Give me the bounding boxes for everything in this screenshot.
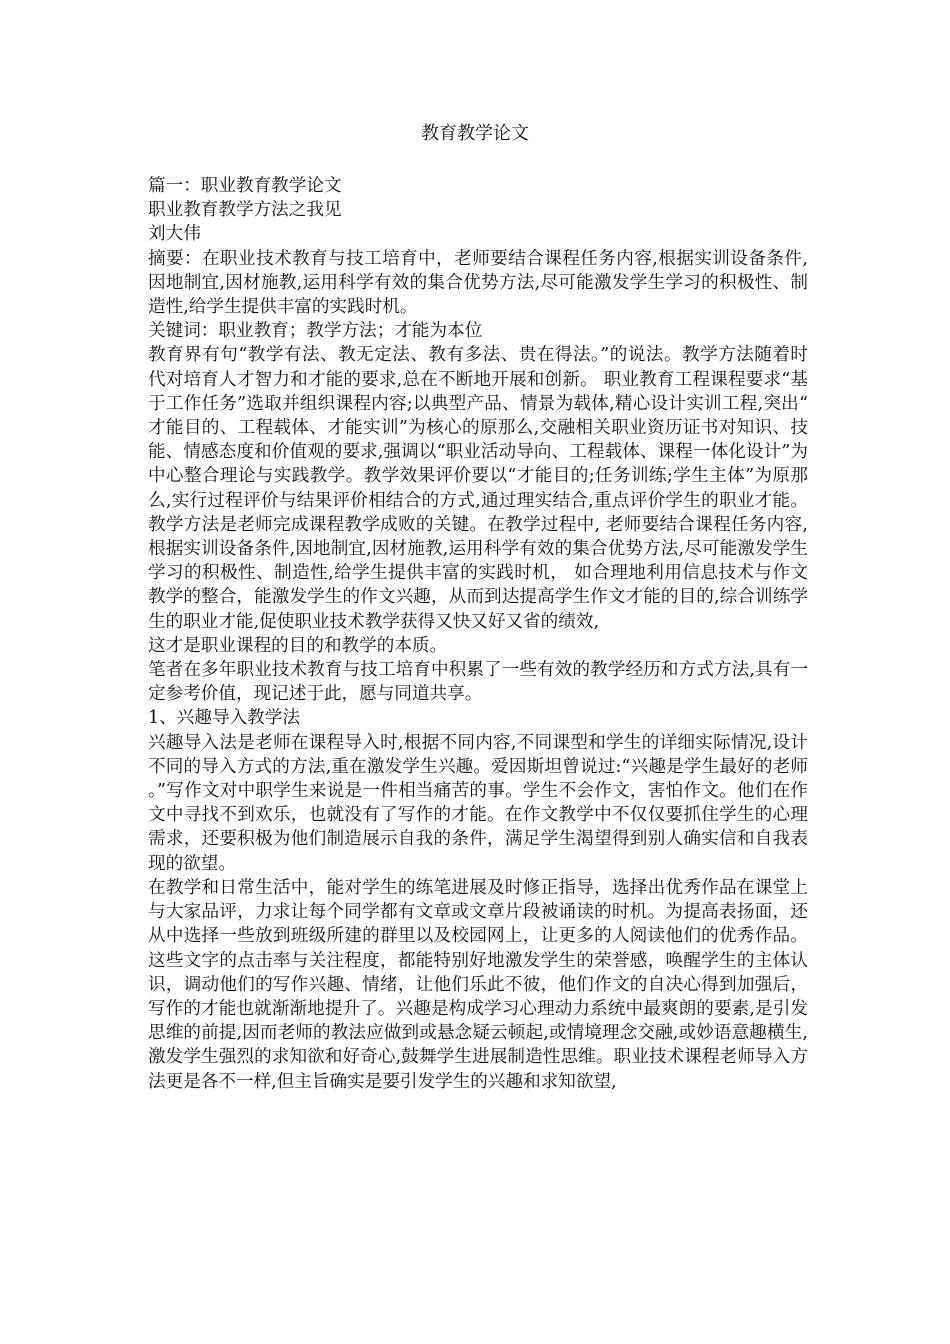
keywords-line: 关键词：职业教育；教学方法；才能为本位 — [148, 321, 483, 342]
body-paragraph: 教育界有句“教学有法、教无定法、教有多法、贵在得法。”的说法。教学方法随着时代对培育人才智力和才能的要求,总在不断地开展和创新。 职业教育工程课程要求“基于工作任务”选取并组织课程内容;以典型产品、情景为载体,精心设计实训工程,突出“才能目的、工程载体、才能实训”为核心的原那么,交融相关职业资历证书对知识、技能、情感态度和价值观的要求,强调以“职业活动导向、工程载体、课程一体化设计”为中心整合理论与实践教学。教学效果评价要以“才能目的;任务训练;学生主体”为原那么,实行过程评价与结果评价相结合的方式,通过理实结合,重点评价学生的职业才能。 教学方法是老师完成课程教学成败的关键。在教学过程中, 老师要结合课程任务内容,根据实训设备条件,因地制宜,因材施教,运用科学有效的集合优势方法,尽可能激发学生学习的积极性、制造性,给学生提供丰富的实践时机， 如合理地利用信息技术与作文教学的整合，能激发学生的作文兴趣，从而到达提高学生作文才能的目的,综合训练学生的职业才能,促使职业技术教学获得又快又好又省的绩效, — [148, 345, 808, 632]
document-body — [148, 174, 808, 1094]
body-paragraph: 这才是职业课程的目的和教学的本质。 — [148, 635, 448, 656]
document-title: 教育教学论文 — [421, 123, 529, 144]
section-heading: 篇一：职业教育教学论文 — [148, 176, 342, 196]
subsection-heading: 1、兴趣导入教学法 — [148, 708, 300, 729]
paper-title: 职业教育教学方法之我见 — [148, 200, 342, 221]
body-paragraph: 笔者在多年职业技术教育与技工培育中积累了一些有效的教学经历和方式方法,具有一定参考价值，现记述于此，愿与同道共享。 — [148, 660, 808, 705]
body-paragraph: 兴趣导入法是老师在课程导入时,根据不同内容,不同课型和学生的详细实际情况,设计不同的导入方式的方法,重在激发学生兴趣。爱因斯坦曾说过:“兴趣是学生最好的老师。”写作文对中职学生来说是一件相当痛苦的事。学生不会作文，害怕作文。他们在作文中寻找不到欢乐，也就没有了写作的才能。在作文教学中不仅仅要抓住学生的心理需求，还要积极为他们制造展示自我的条件，满足学生渴望得到别人确实信和自我表现的欲望。 — [148, 732, 808, 874]
abstract-paragraph: 摘要：在职业技术教育与技工培育中，老师要结合课程任务内容,根据实训设备条件,因地制宜,因材施教,运用科学有效的集合优势方法,尽可能激发学生学习的积极性、制造性,给学生提供丰富的实践时机。 — [148, 248, 808, 318]
body-paragraph: 在教学和日常生活中，能对学生的练笔进展及时修正指导，选择出优秀作品在课堂上与大家品评，力求让每个同学都有文章或文章片段被诵读的时机。为提高表扬面，还从中选择一些放到班级所建的群里以及校园网上，让更多的人阅读他们的优秀作品。这些文字的点击率与关注程度，都能特别好地激发学生的荣誉感，唤醒学生的主体认识，调动他们的写作兴趣、情绪，让他们乐此不彼，他们作文的自决心得到加强后，写作的才能也就渐渐地提升了。兴趣是构成学习心理动力系统中最爽朗的要素,是引发思维的前提,因而老师的教法应做到或悬念疑云顿起,或情境理念交融,或妙语意趣横生,激发学生强烈的求知欲和好奇心,鼓舞学生进展制造性思维。职业技术课程老师导入方法更是各不一样,但主旨确实是要引发学生的兴趣和求知欲望, — [148, 877, 808, 1092]
author-name: 刘大伟 — [148, 224, 201, 245]
